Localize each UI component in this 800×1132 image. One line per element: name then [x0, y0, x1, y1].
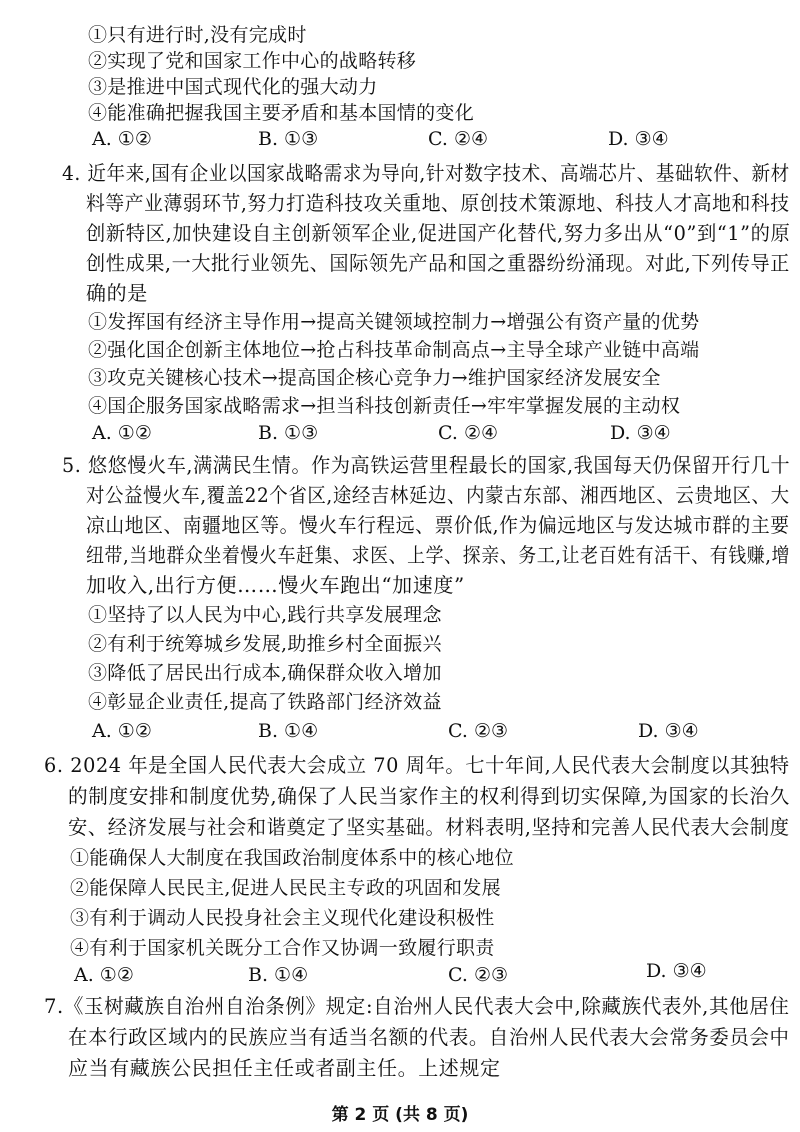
q5-stem-line-2: 对公益慢火车,覆盖22个省区,途经吉林延边、内蒙古东部、湘西地区、云贵地区、大 [86, 483, 790, 507]
q4-item-4: ④国企服务国家战略需求→担当科技创新责任→牢牢掌握发展的主动权 [88, 395, 681, 417]
q4-option-c: C. ②④ [438, 422, 499, 444]
q6-option-c: C. ②③ [448, 964, 509, 986]
q6-stem-line-2: 的制度安排和制度优势,确保了人民当家作主的权利得到切实保障,为国家的长治久 [68, 784, 790, 808]
q7-stem-line-3: 应当有藏族公民担任主任或者副主任。上述规定 [68, 1056, 501, 1080]
q4-option-a: A. ①② [92, 422, 152, 444]
q4-item-2: ②强化国企创新主体地位→抢占科技革命制高点→主导全球产业链中高端 [88, 339, 700, 361]
q4-stem-line-1: 4. 近年来,国有企业以国家战略需求为导向,针对数字技术、高端芯片、基础软件、新材 [62, 161, 790, 185]
q6-item-1: ①能确保人大制度在我国政治制度体系中的核心地位 [70, 847, 514, 869]
q7-stem-line-1: 7.《玉树藏族自治州自治条例》规定:自治州人民代表大会中,除藏族代表外,其他居住 [44, 994, 790, 1018]
q5-item-1: ①坚持了以人民为中心,践行共享发展理念 [88, 604, 442, 626]
q3-option-d: D. ③④ [608, 128, 669, 150]
q5-item-4: ④彰显企业责任,提高了铁路部门经济效益 [88, 691, 442, 713]
q3-option-b: B. ①③ [258, 128, 319, 150]
q5-item-2: ②有利于统筹城乡发展,助推乡村全面振兴 [88, 633, 442, 655]
q3-option-a: A. ①② [92, 128, 152, 150]
q5-option-b: B. ①④ [258, 720, 319, 742]
q5-option-d: D. ③④ [638, 720, 699, 742]
q3-item-2: ②实现了党和国家工作中心的战略转移 [88, 50, 417, 72]
q6-stem-line-3: 安、经济发展与社会和谐奠定了坚实基础。材料表明,坚持和完善人民代表大会制度 [68, 815, 790, 839]
q5-stem-line-5: 加收入,出行方便……慢火车跑出“加速度” [86, 573, 465, 597]
q6-option-a: A. ①② [74, 964, 134, 986]
q4-option-b: B. ①③ [258, 422, 319, 444]
q6-option-d: D. ③④ [646, 960, 707, 982]
q6-item-4: ④有利于国家机关既分工合作又协调一致履行职责 [70, 937, 495, 959]
q5-stem-line-1: 5. 悠悠慢火车,满满民生情。作为高铁运营里程最长的国家,我国每天仍保留开行几十 [62, 453, 791, 477]
q5-stem-line-4: 纽带,当地群众坐着慢火车赶集、求医、上学、探亲、务工,让老百姓有活干、有钱赚,增 [86, 543, 791, 567]
q3-item-1: ①只有进行时,没有完成时 [88, 24, 307, 46]
q4-stem-line-4: 创性成果,一大批行业领先、国际领先产品和国之重器纷纷涌现。对此,下列传导正 [86, 251, 790, 275]
q5-item-3: ③降低了居民出行成本,确保群众收入增加 [88, 662, 442, 684]
q4-option-d: D. ③④ [610, 422, 671, 444]
q3-option-c: C. ②④ [428, 128, 489, 150]
q4-stem-line-2: 料等产业薄弱环节,努力打造科技攻关重地、原创技术策源地、科技人才高地和科技 [86, 191, 790, 215]
q5-option-a: A. ①② [92, 720, 152, 742]
q3-item-3: ③是推进中国式现代化的强大动力 [88, 76, 378, 98]
q5-option-c: C. ②③ [448, 720, 509, 742]
q5-stem-line-3: 凉山地区、南疆地区等。慢火车行程远、票价低,作为偏远地区与发达城市群的主要 [86, 513, 790, 537]
q7-stem-line-2: 在本行政区域内的民族应当有适当名额的代表。自治州人民代表大会常务委员会中 [68, 1025, 790, 1049]
q3-item-4: ④能准确把握我国主要矛盾和基本国情的变化 [88, 102, 475, 124]
q4-item-1: ①发挥国有经济主导作用→提高关键领域控制力→增强公有资产量的优势 [88, 311, 700, 333]
q6-stem-line-1: 6. 2024 年是全国人民代表大会成立 70 周年。七十年间,人民代表大会制度以其独特 [44, 753, 790, 777]
q4-stem-line-5: 确的是 [86, 281, 148, 305]
q6-item-2: ②能保障人民民主,促进人民民主专政的巩固和发展 [70, 877, 501, 899]
q4-item-3: ③攻克关键核心技术→提高国企核心竞争力→维护国家经济发展安全 [88, 367, 661, 389]
q6-item-3: ③有利于调动人民投身社会主义现代化建设积极性 [70, 907, 495, 929]
q6-option-b: B. ①④ [248, 964, 309, 986]
q4-stem-line-3: 创新特区,加快建设自主创新领军企业,促进国产化替代,努力多出从“0”到“1”的原 [86, 221, 791, 245]
page-number: 第 2 页 (共 8 页) [331, 1105, 469, 1125]
